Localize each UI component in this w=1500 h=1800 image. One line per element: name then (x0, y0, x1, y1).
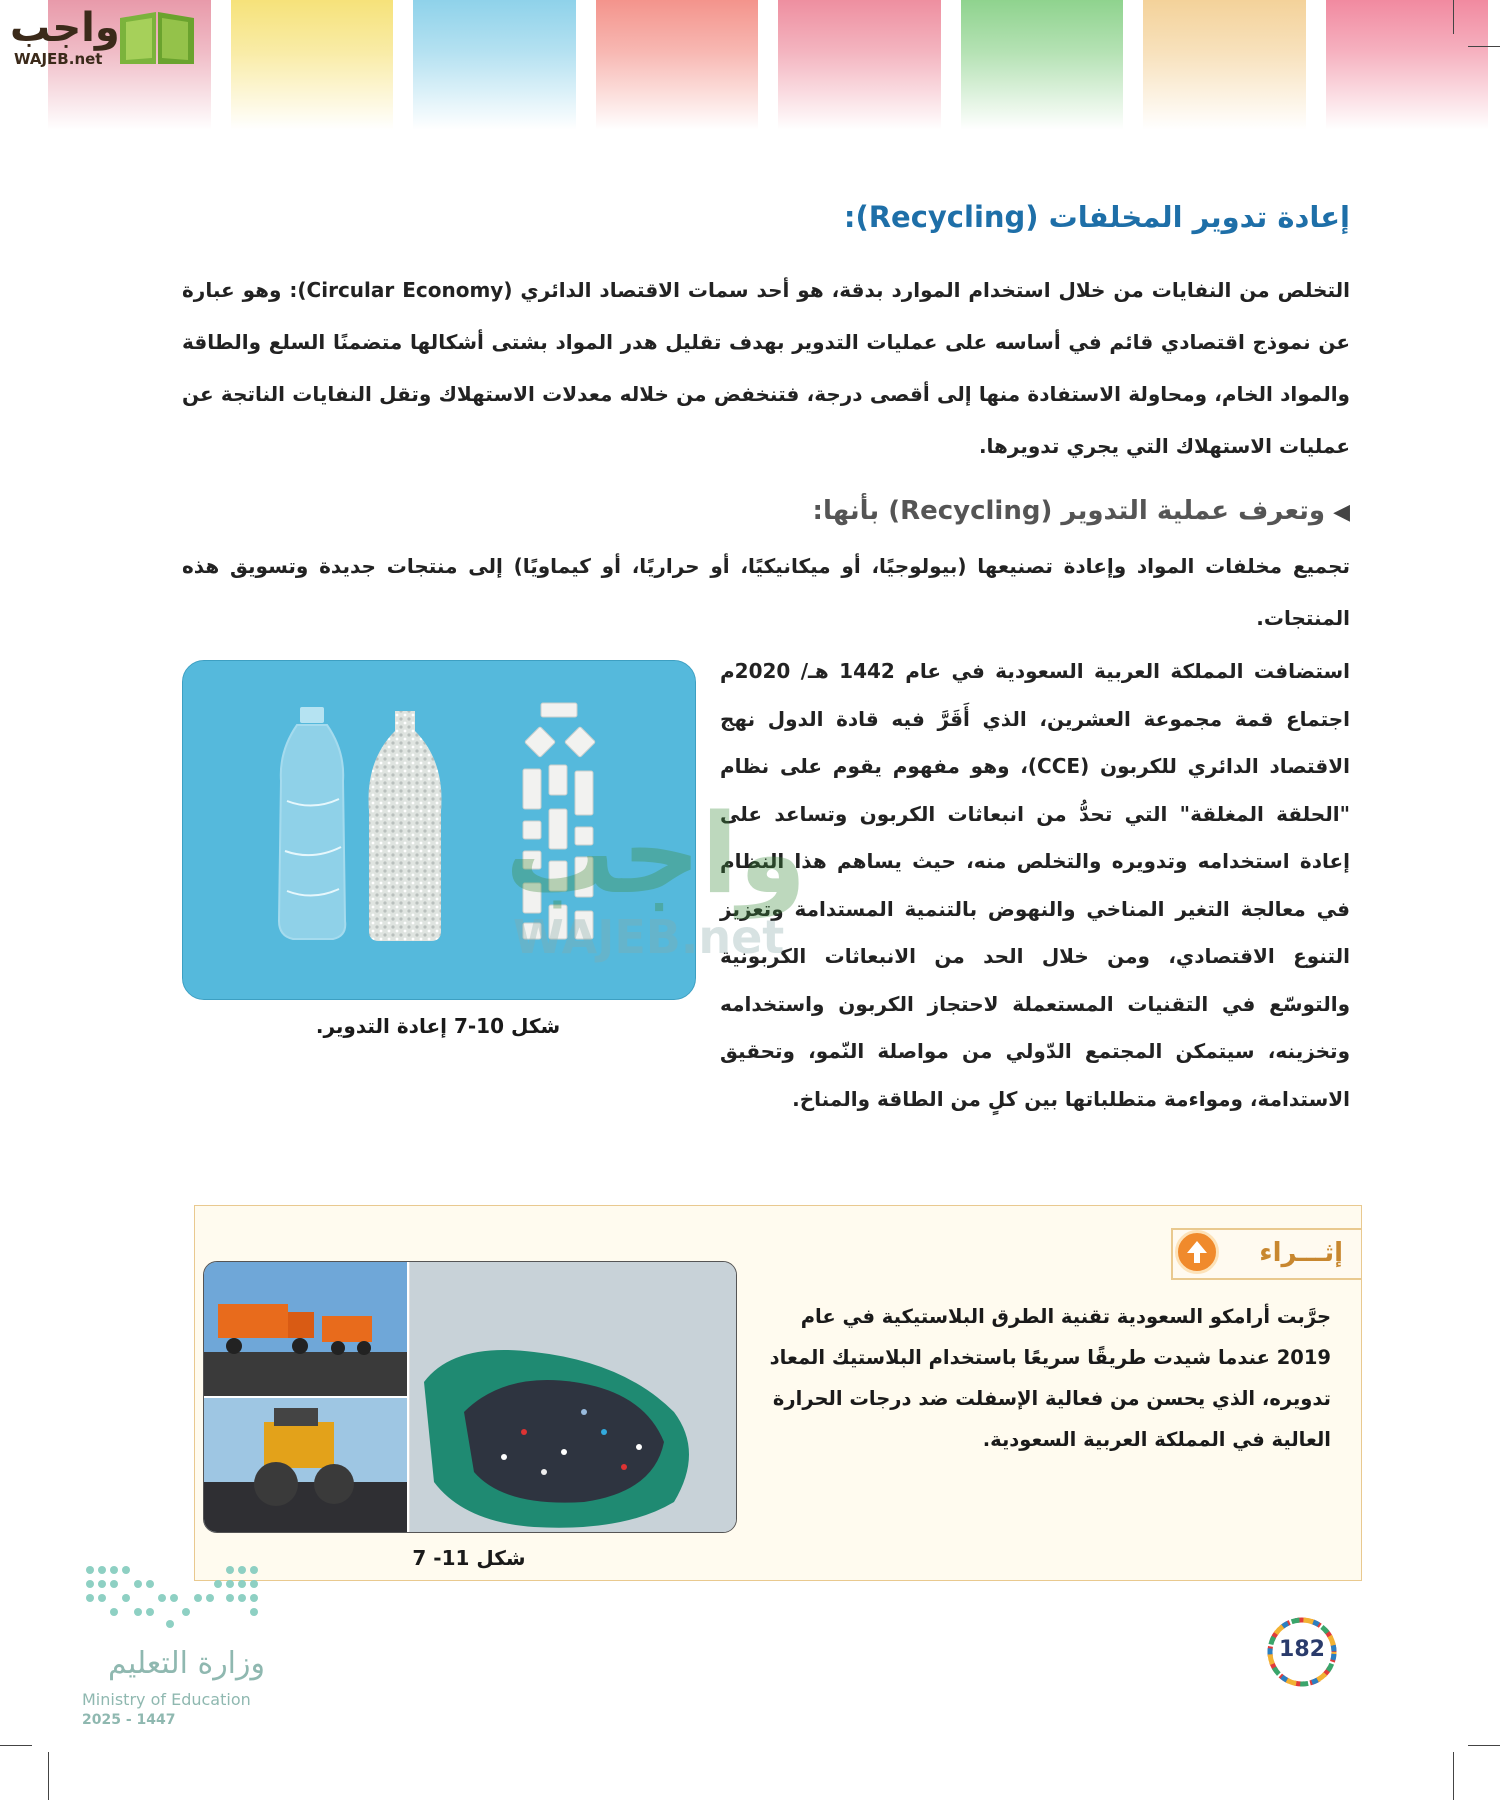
header-color-tab (961, 0, 1124, 130)
header-color-tab (231, 0, 394, 130)
definition-paragraph: تجميع مخلفات المواد وإعادة تصنيعها (بيولوجيًا، أو ميكانيكيًا، أو حراريًا، أو كيماويًا) إلى منتجات جديدة وتسويق هذه المنتجات. (182, 554, 1350, 630)
plastic-roads-collage (204, 1262, 736, 1532)
crop-mark (48, 1752, 49, 1800)
enrichment-label-bar (1171, 1228, 1361, 1280)
enrichment-box (194, 1205, 1362, 1581)
page-number-badge (1265, 1615, 1339, 1689)
header-color-tab (778, 0, 941, 130)
academic-year: 2025 - 1447 (82, 1712, 176, 1728)
logo-arabic-text: واجب (10, 5, 120, 51)
plastic-roads-image (203, 1261, 737, 1533)
section-title: إعادة تدوير المخلفات (Recycling): (843, 200, 1350, 234)
saudi-g20-paragraph: استضافت المملكة العربية السعودية في عام 1442 هـ/ 2020م اجتماع قمة مجموعة العشرين، الذي أَقَرَّ فيه قادة الدول نهج الاقتصاد الدائري للكربون (CCE)، وهو مفهوم يقوم على نظام "الحلقة المغلقة" التي تحدُّ من انبعاثات الكربون وتساعد على إعادة استخدامه وتدويره والتخلص منه، حيث يساهم هذا النظام في معالجة التغير المناخي والنهوض بالتنمية المستدامة وتعزيز التنوع الاقتصادي، ومن خلال الحد من الانبعاثات الكربونية والتوسّع في التقنيات المستعملة لاحتجاز الكربون واستخدامه وتخزينه، سيتمكن المجتمع الدّولي من مواصلة النّمو، وتحقيق الاستدامة، ومواءمة متطلباتها بين كلٍ من الطاقة والمناخ. (720, 659, 1351, 1111)
header-color-tab (413, 0, 576, 130)
definition-heading-text: وتعرف عملية التدوير (Recycling) بأنها: (812, 496, 1326, 526)
enrichment-text: جرَّبت أرامكو السعودية تقنية الطرق البلاستيكية في عام 2019 عندما شيدت طريقًا سريعًا باستخدام البلاستيك المعاد تدويره، الذي يحسن من فعالية الإسفلت ضد درجات الحرارة العالية في المملكة العربية السعودية. (769, 1305, 1331, 1451)
crop-mark (1453, 0, 1454, 34)
page-number: 182 (1279, 1637, 1325, 1662)
triangle-bullet-icon: ◀ (1333, 500, 1350, 525)
figure-caption-recycling: شكل 10-7 إعادة التدوير. (315, 1014, 561, 1038)
crop-mark (0, 1745, 32, 1746)
open-book-icon (116, 8, 198, 68)
ministry-english-name: Ministry of Education (82, 1690, 251, 1709)
crop-mark (1468, 46, 1500, 47)
figure-caption-roads: شكل 11- 7 (412, 1546, 526, 1570)
logo-english-text: WAJEB.net (14, 50, 103, 68)
plastic-bottle-icon (279, 707, 345, 939)
intro-paragraph: التخلص من النفايات من خلال استخدام الموارد بدقة، هو أحد سمات الاقتصاد الدائري (Circular Economy): وهو عبارة عن نموذج اقتصادي قائم في أساسه على عمليات التدوير بهدف تقليل هدر المواد بشتى أشكالها متضمنًا السلع والطاقة والمواد الخام، ومحاولة الاستفادة منها إلى أقصى درجة، فتنخفض من خلاله معدلات الاستهلاك وتقل النفايات الناتجة عن عمليات الاستهلاك التي يجري تدويرها. (182, 278, 1350, 458)
wajeb-watermark (505, 790, 865, 980)
watermark-english-text: WAJEB.net (513, 910, 785, 964)
header-color-tab (1143, 0, 1306, 130)
watermark-arabic-text: واجب (505, 790, 807, 918)
ministry-dots-icon (80, 1560, 270, 1640)
wajeb-logo[interactable] (10, 6, 200, 72)
ministry-of-education-logo (80, 1560, 280, 1730)
crop-mark (1453, 1752, 1454, 1800)
header-color-tab (596, 0, 759, 130)
header-color-band (48, 0, 1488, 130)
enrichment-label: إثـــراء (1259, 1238, 1343, 1268)
up-arrow-icon (1175, 1230, 1219, 1274)
ministry-arabic-name: وزارة التعليم (107, 1646, 265, 1681)
crop-mark (1468, 1745, 1500, 1746)
definition-heading (182, 496, 1350, 526)
header-color-tab (1326, 0, 1489, 130)
